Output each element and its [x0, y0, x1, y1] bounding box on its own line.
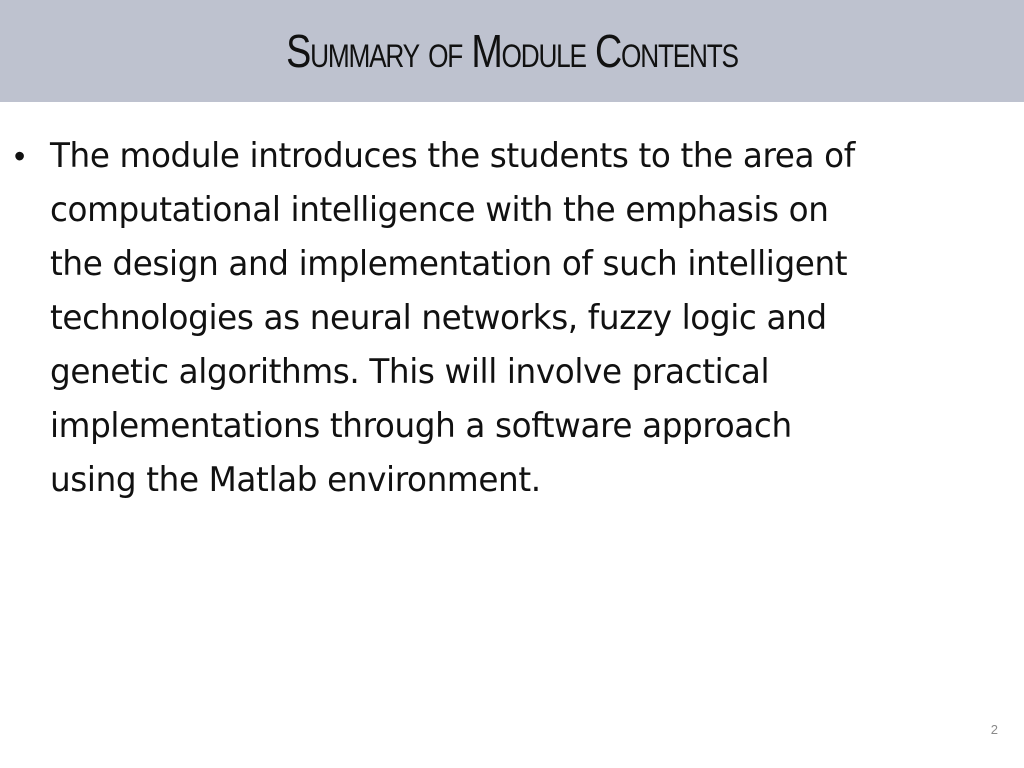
slide-number: 2: [990, 722, 998, 737]
bullet-line: computational intelligence with the emphasis on: [50, 190, 829, 230]
title-bar: [0, 0, 1024, 102]
bullet-icon: •: [14, 138, 26, 174]
slide-title: Summary of Module Contents: [286, 25, 738, 77]
bullet-line: using the Matlab environment.: [50, 460, 541, 500]
bullet-line: The module introduces the students to the area of: [50, 136, 855, 176]
bullet-item: [14, 129, 1014, 507]
bullet-text: [50, 129, 952, 507]
bullet-line: genetic algorithms. This will involve practical: [50, 352, 770, 392]
slide-content: [14, 129, 1014, 507]
bullet-line: the design and implementation of such intelligent: [50, 244, 848, 284]
bullet-line: implementations through a software approach: [50, 406, 792, 446]
bullet-line: technologies as neural networks, fuzzy logic and: [50, 298, 827, 338]
